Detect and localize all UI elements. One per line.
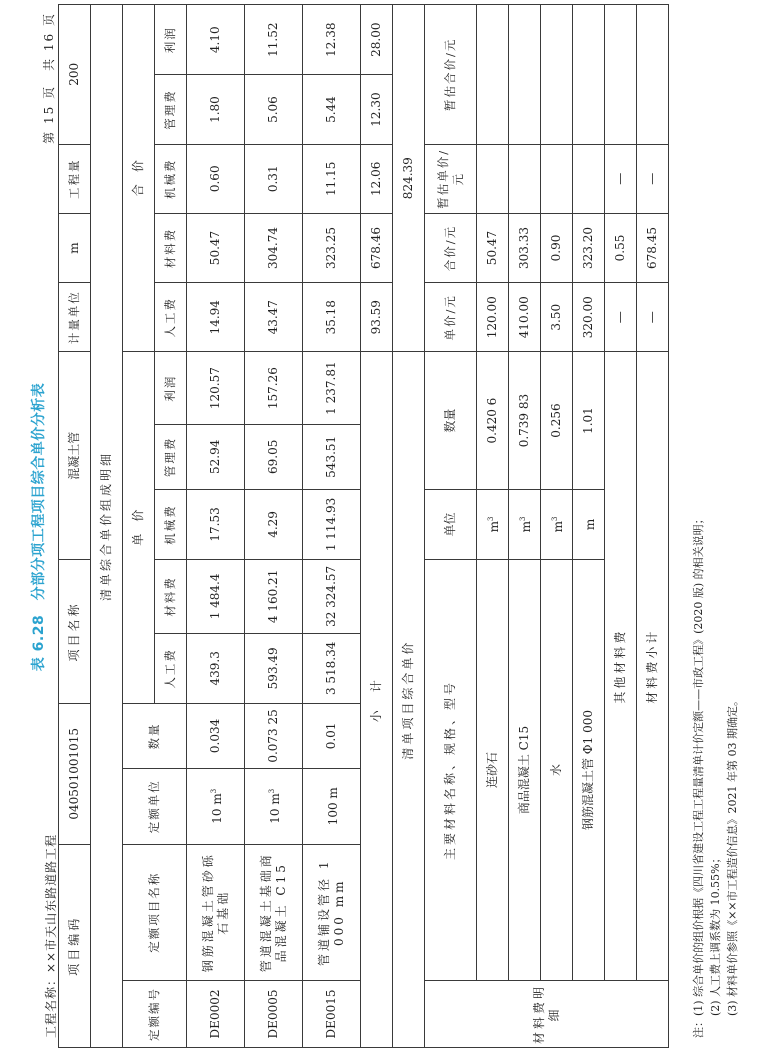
project-code-value: 040501001015	[59, 703, 91, 844]
total-profit: 4.10	[187, 5, 245, 75]
composite-label: 清单项目综合单价	[393, 352, 425, 1048]
material-unit: m	[573, 489, 605, 559]
other-material-price: —	[605, 283, 637, 352]
composite-value: 824.39	[393, 5, 425, 352]
material-est-price	[573, 144, 605, 213]
unit-manage: 52.94	[187, 424, 245, 489]
material-qty: 1.01	[573, 352, 605, 489]
subtotal-labor: 93.59	[361, 283, 393, 352]
subtotal-machine: 12.06	[361, 144, 393, 213]
material-qty: 0.256	[541, 352, 573, 489]
unit-label: 计量单位	[59, 283, 91, 352]
material-name: 连砂石	[477, 560, 509, 981]
total-price-group: 合 价	[123, 5, 155, 352]
other-material-label: 其他材料费	[605, 352, 637, 981]
material-side-label: 材料费明细	[425, 980, 669, 1047]
material-header-row	[425, 5, 477, 1048]
unit-price-group: 单 价	[123, 352, 155, 704]
total-profit: 12.38	[303, 5, 361, 75]
col-est-price: 暂估单价/元	[425, 144, 477, 213]
other-material-est-total	[605, 5, 637, 145]
unit-labor: 593.49	[245, 633, 303, 703]
col-machine: 机械费	[155, 489, 187, 559]
material-total: 323.20	[573, 213, 605, 282]
unit-material: 1 484.4	[187, 560, 245, 634]
unit-labor: 3 518.34	[303, 633, 361, 703]
unit-manage: 543.51	[303, 424, 361, 489]
col-material-total: 合价/元	[425, 213, 477, 282]
material-subtotal-est-total	[637, 5, 669, 145]
quantity-label: 工程量	[59, 144, 91, 213]
material-est-price	[541, 144, 573, 213]
unit-material: 32 324.57	[303, 560, 361, 634]
quota-name: 钢筋混凝土管砂砾石基础	[187, 844, 245, 980]
unit-material: 4 160.21	[245, 560, 303, 634]
table-title: 表 6.28 分部分项工程项目综合单价分析表	[31, 382, 47, 672]
col-material-unit: 单位	[425, 489, 477, 559]
material-price: 3.50	[541, 283, 573, 352]
col-quota-qty: 数量	[123, 703, 187, 768]
total-manage: 5.44	[303, 75, 361, 144]
material-est-total	[541, 5, 573, 145]
material-est-price	[509, 144, 541, 213]
material-price: 120.00	[477, 283, 509, 352]
unit-machine: 17.53	[187, 489, 245, 559]
note-line: (2) 人工费上调系数为 10.55%；	[709, 852, 722, 1038]
subtotal-manage: 12.30	[361, 75, 393, 144]
material-subtotal-total: 678.45	[637, 213, 669, 282]
col-material: 材料费	[155, 560, 187, 634]
unit-machine: 1 114.93	[303, 489, 361, 559]
col-quota-name: 定额项目名称	[123, 844, 187, 980]
other-material-est: —	[605, 144, 637, 213]
material-name: 水	[541, 560, 573, 981]
quota-qty: 0.073 25	[245, 703, 303, 768]
quota-code: DE0005	[245, 980, 303, 1047]
col-est-total: 暂估合价/元	[425, 5, 477, 145]
note-line: (3) 材料单价参照《××市工程造价信息》2021 年第 03 期确定。	[726, 695, 739, 1038]
col-material-qty: 数量	[425, 352, 477, 489]
col-quota-unit: 定额单位	[123, 768, 187, 844]
subtotal-row	[361, 5, 393, 1048]
notes	[690, 513, 741, 1038]
material-subtotal-label: 材料费小计	[637, 352, 669, 981]
col-quota-code: 定额编号	[123, 980, 187, 1047]
project-name-value: 混凝土管	[59, 352, 91, 560]
quota-qty: 0.034	[187, 703, 245, 768]
other-material-row	[605, 5, 637, 1048]
total-labor: 43.47	[245, 283, 303, 352]
material-est-total	[573, 5, 605, 145]
material-total: 50.47	[477, 213, 509, 282]
total-manage: 5.06	[245, 75, 303, 144]
subtotal-profit: 28.00	[361, 5, 393, 75]
header-row	[59, 5, 91, 1048]
col-total-material: 材料费	[155, 213, 187, 282]
unit-profit: 1 237.81	[303, 352, 361, 425]
composite-row	[393, 5, 425, 1048]
material-row	[573, 5, 605, 1048]
material-qty: 0.739 83	[509, 352, 541, 489]
col-profit: 利润	[155, 352, 187, 425]
col-total-labor: 人工费	[155, 283, 187, 352]
unit-value: m	[59, 213, 91, 282]
col-total-machine: 机械费	[155, 144, 187, 213]
detail-row	[187, 5, 245, 1048]
detail-row	[303, 5, 361, 1048]
detail-row	[245, 5, 303, 1048]
col-total-manage: 管理费	[155, 75, 187, 144]
material-subtotal-price: —	[637, 283, 669, 352]
material-price: 320.00	[573, 283, 605, 352]
material-subtotal-est: —	[637, 144, 669, 213]
other-material-total: 0.55	[605, 213, 637, 282]
detail-section-title: 清单综合单价组成明细	[91, 5, 123, 1048]
quota-name: 管道混凝土基础商品混凝土 C15	[245, 844, 303, 980]
col-manage: 管理费	[155, 424, 187, 489]
total-material: 304.74	[245, 213, 303, 282]
material-qty: 0.420 6	[477, 352, 509, 489]
total-labor: 14.94	[187, 283, 245, 352]
subtotal-label: 小 计	[361, 352, 393, 1048]
quota-unit: 100 m	[303, 768, 361, 844]
total-manage: 1.80	[187, 75, 245, 144]
material-name: 钢筋混凝土管 Φ1 000	[573, 560, 605, 981]
col-total-profit: 利润	[155, 5, 187, 75]
material-price: 410.00	[509, 283, 541, 352]
quota-qty: 0.01	[303, 703, 361, 768]
total-labor: 35.18	[303, 283, 361, 352]
unit-profit: 157.26	[245, 352, 303, 425]
subtotal-material: 678.46	[361, 213, 393, 282]
material-unit: $m^3$	[477, 489, 509, 559]
total-machine: 0.31	[245, 144, 303, 213]
material-unit: $m^3$	[541, 489, 573, 559]
quota-unit: 10 $m^3$	[187, 768, 245, 844]
quota-code: DE0015	[303, 980, 361, 1047]
project-code-label: 项目编码	[59, 844, 91, 1047]
material-est-total	[509, 5, 541, 145]
quota-unit: 10 $m^3$	[245, 768, 303, 844]
material-est-price	[477, 144, 509, 213]
material-row	[477, 5, 509, 1048]
note-line: 注：(1) 综合单价的组价根据《四川省建设工程工程量清单计价定额——市政工程》(2020 版) 的相关说明；	[692, 513, 705, 1038]
quantity-value: 200	[59, 5, 91, 145]
material-name: 商品混凝土 C15	[509, 560, 541, 981]
material-row	[541, 5, 573, 1048]
col-material-name: 主要材料名称、规格、型号	[425, 560, 477, 981]
col-material-price: 单价/元	[425, 283, 477, 352]
total-machine: 0.60	[187, 144, 245, 213]
material-row	[509, 5, 541, 1048]
material-total: 0.90	[541, 213, 573, 282]
project-name-label: 项目名称	[59, 560, 91, 704]
unit-profit: 120.57	[187, 352, 245, 425]
total-profit: 11.52	[245, 5, 303, 75]
total-material: 323.25	[303, 213, 361, 282]
quota-code: DE0002	[187, 980, 245, 1047]
material-est-total	[477, 5, 509, 145]
total-machine: 11.15	[303, 144, 361, 213]
material-unit: $m^3$	[509, 489, 541, 559]
col-labor: 人工费	[155, 633, 187, 703]
material-subtotal-row	[637, 5, 669, 1048]
project-name: 工程名称：××市天山东路道路工程	[44, 833, 58, 1038]
material-total: 303.33	[509, 213, 541, 282]
page-number: 第 15 页 共 16 页	[42, 12, 56, 144]
unit-machine: 4.29	[245, 489, 303, 559]
unit-labor: 439.3	[187, 633, 245, 703]
total-material: 50.47	[187, 213, 245, 282]
analysis-table	[58, 4, 669, 1048]
unit-manage: 69.05	[245, 424, 303, 489]
quota-name: 管道铺设管径 1 000 mm	[303, 844, 361, 980]
